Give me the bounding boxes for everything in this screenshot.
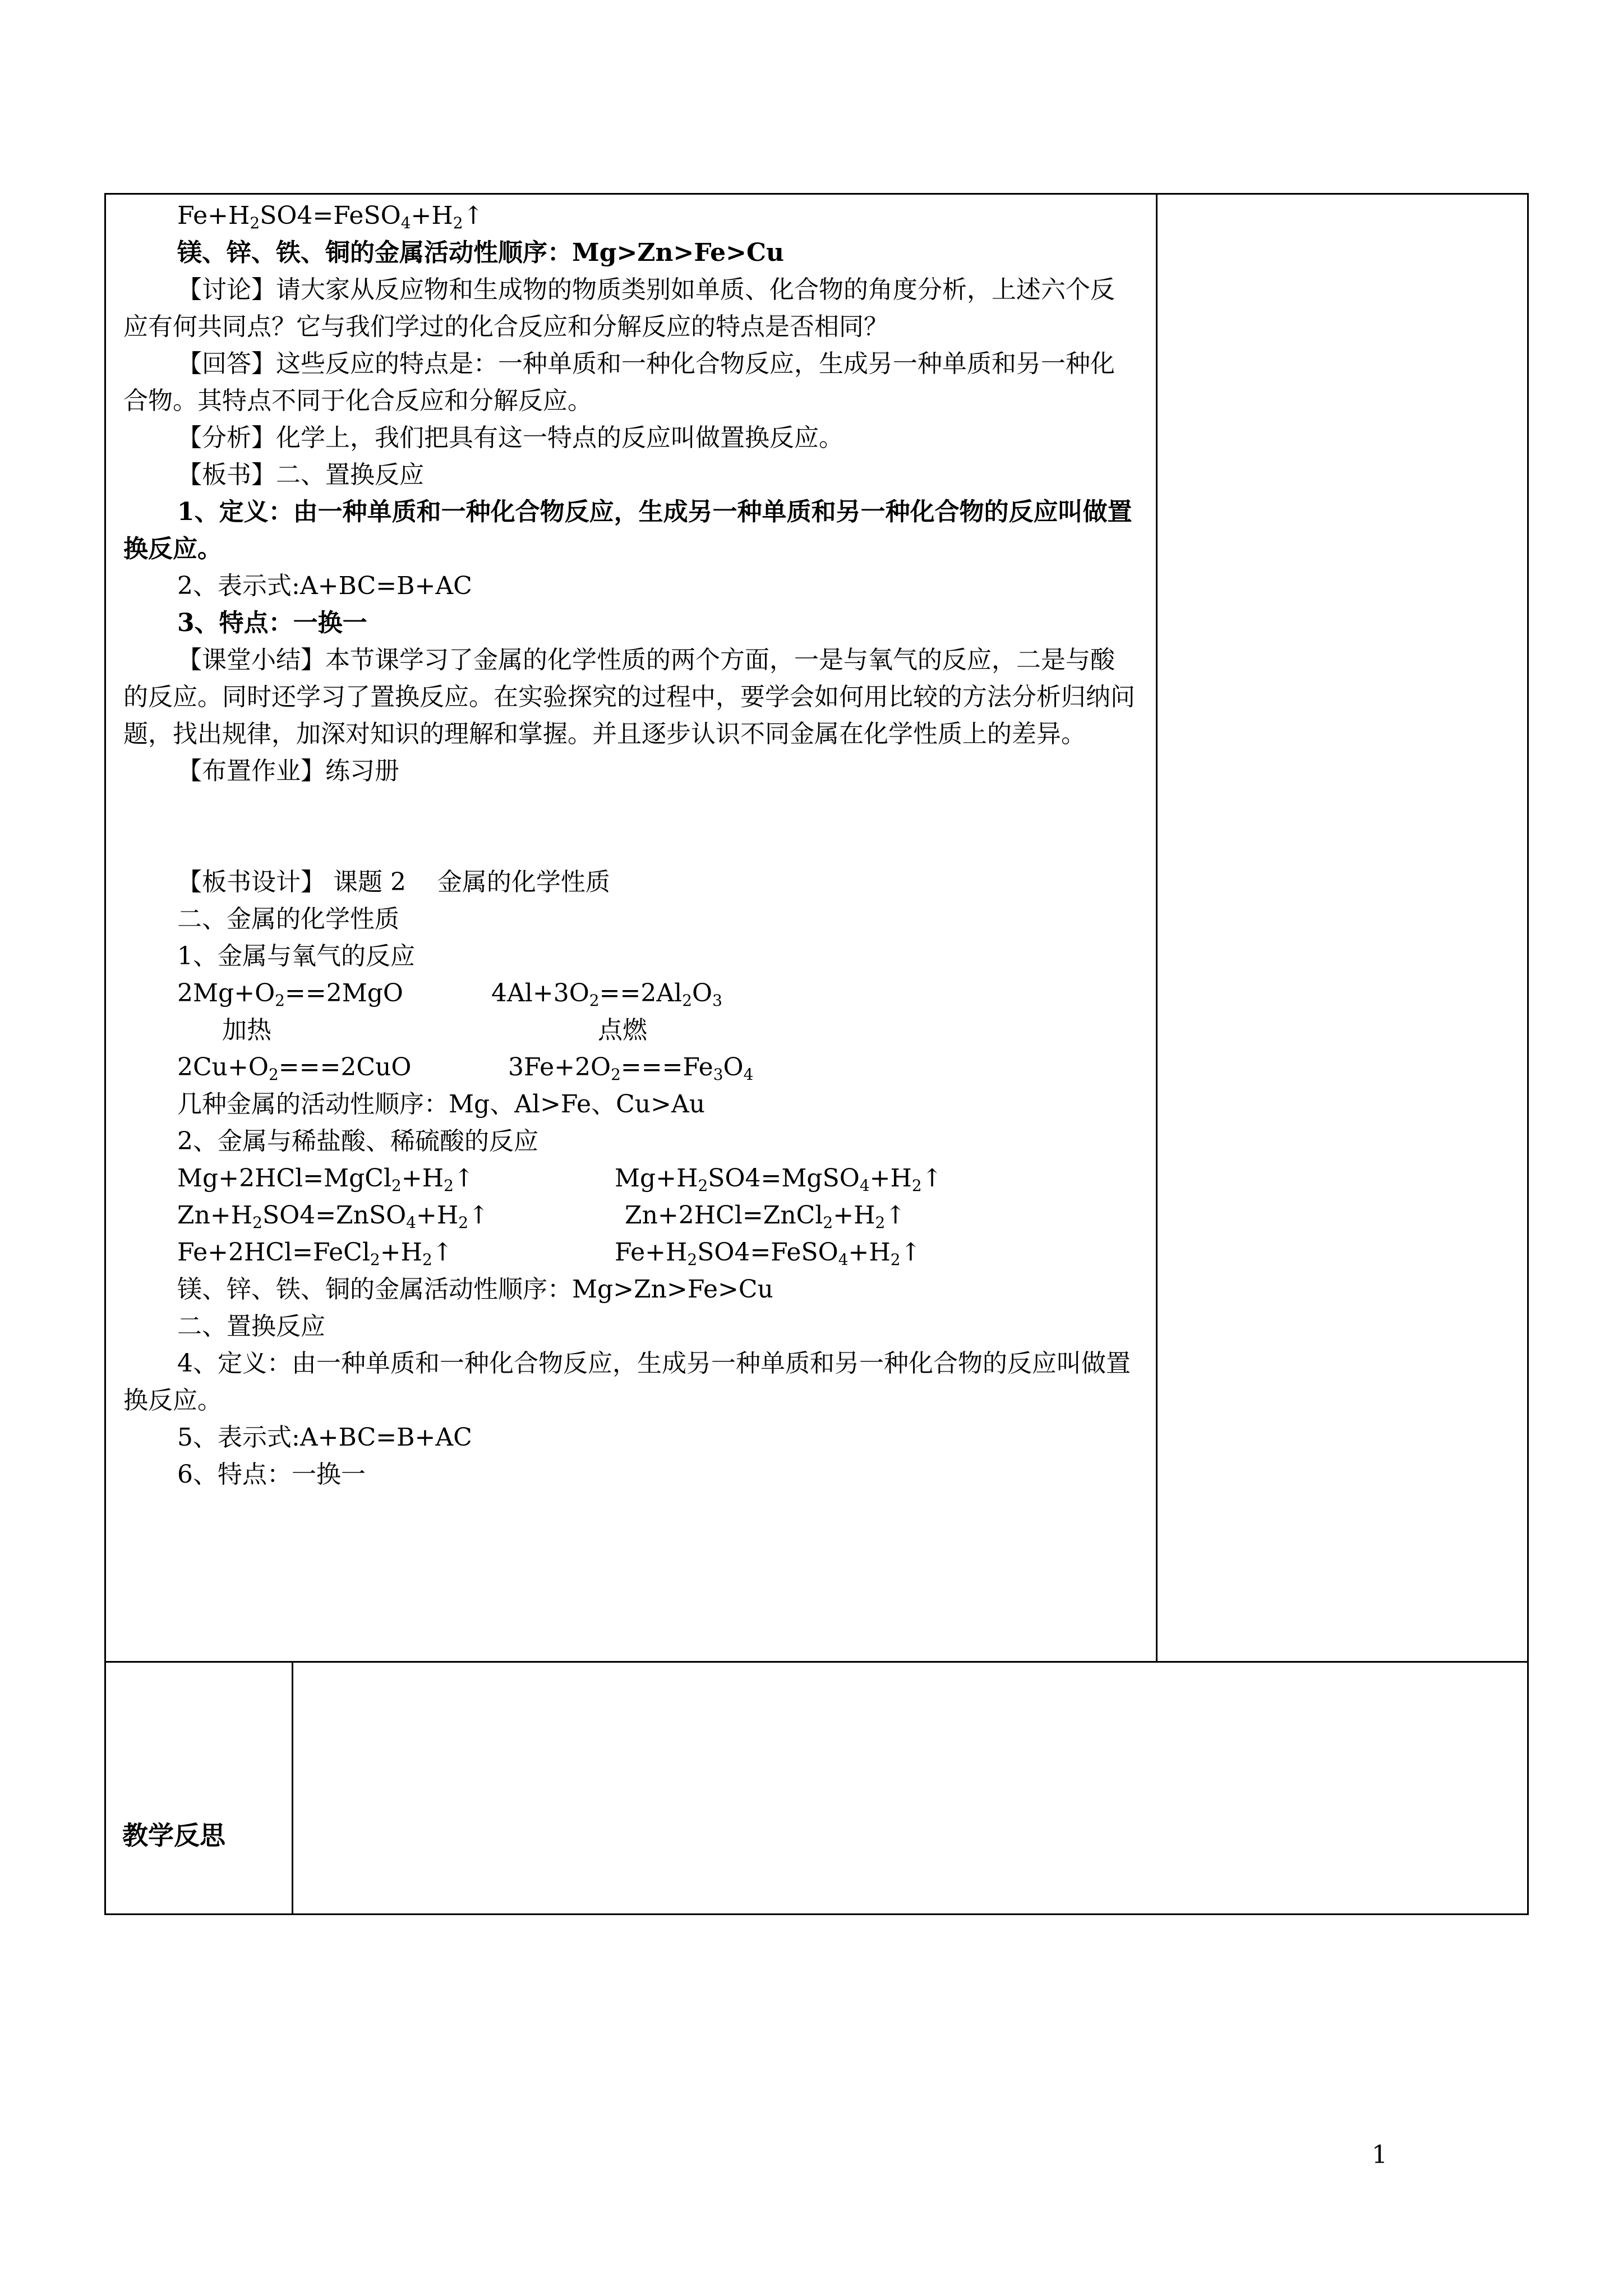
- equation-cu-o2: $2Cu+O_2===2CuO$: [177, 1053, 412, 1084]
- equation-al-o2: $4Al+3O_2==2Al_2O_3$: [491, 979, 722, 1010]
- activity-order-line: 镁、锌、铁、铜的金属活动性顺序：Mg>Zn>Fe>Cu: [177, 238, 785, 267]
- teaching-reflection-label: 教学反思: [122, 1820, 225, 1851]
- homework-line: 【布置作业】练习册: [177, 757, 399, 785]
- equation-zn-hcl: $Zn+2HCl=ZnCl_2+H_2↑$: [625, 1201, 906, 1232]
- summary-paragraph: 【课堂小结】本节课学习了金属的化学性质的两个方面，一是与氧气的反应，二是与酸的反应。同时还学习了置换反应。在实验探究的过程中，要学会如何用比较的方法分析归纳问题，找出规律，加深对知识的理解和掌握。并且逐步认识不同金属在化学性质上的差异。: [123, 646, 1135, 748]
- definition-line: 1、定义：由一种单质和一种化合物反应，生成另一种单质和另一种化合物的反应叫做置换反应。: [123, 498, 1132, 563]
- condition-heat: 加热: [222, 1016, 271, 1045]
- page-number: 1: [1372, 2141, 1387, 2169]
- oxygen-equations-row-1: [123, 975, 1138, 1012]
- equation-fe-o2: $3Fe+2O_2===Fe_3O_4$: [508, 1053, 754, 1084]
- feature-line: 3、特点：一换一: [177, 609, 367, 637]
- board-design-title: 【板书设计】 课题 2 金属的化学性质: [177, 868, 610, 896]
- design-acid-reaction: 2、金属与稀盐酸、稀硫酸的反应: [177, 1127, 538, 1156]
- design-activity-order: 几种金属的活动性顺序：Mg、Al>Fe、Cu>Au: [177, 1090, 706, 1119]
- equation-fe-h2so4-design: $Fe+H_2SO4=FeSO_4+H_2↑$: [615, 1238, 921, 1269]
- design-oxygen-reaction: 1、金属与氧气的反应: [177, 942, 415, 970]
- table-label-column-divider: [292, 1661, 293, 1915]
- answer-paragraph: 【回答】这些反应的特点是：一种单质和一种化合物反应，生成另一种单质和另一种化合物。其特点不同于化合反应和分解反应。: [123, 349, 1115, 415]
- design-section-chemical-properties: 二、金属的化学性质: [177, 905, 399, 933]
- acid-equations-row-3: [123, 1234, 1138, 1271]
- discussion-paragraph: 【讨论】请大家从反应物和生成物的物质类别如单质、化合物的角度分析，上述六个反应有何共同点？它与我们学过的化合反应和分解反应的特点是否相同？: [123, 275, 1115, 341]
- lesson-content: [123, 197, 1138, 1493]
- design-replacement-title: 二、置换反应: [177, 1312, 325, 1341]
- table-row-divider: [104, 1661, 1529, 1663]
- equation-fe-hcl: $Fe+2HCl=FeCl_2+H_2↑$: [177, 1238, 453, 1269]
- board-title: 【板书】二、置换反应: [177, 461, 424, 489]
- acid-equations-row-1: [123, 1160, 1138, 1197]
- design-activity-metals: 镁、锌、铁、铜的金属活动性顺序：Mg>Zn>Fe>Cu: [177, 1275, 773, 1304]
- expression-line: 2、表示式:A+BC=B+AC: [177, 572, 472, 600]
- design-feature: 6、特点：一换一: [177, 1460, 366, 1489]
- equation-fe-h2so4: $Fe+H_2SO4=FeSO_4+H_2↑$: [177, 201, 484, 232]
- equation-mg-h2so4: $Mg+H_2SO4=MgSO_4+H_2↑$: [615, 1164, 943, 1195]
- design-definition: 4、定义：由一种单质和一种化合物反应，生成另一种单质和另一种化合物的反应叫做置换反应。: [123, 1349, 1131, 1415]
- equation-zn-h2so4: $Zn+H_2SO4=ZnSO_4+H_2↑$: [177, 1201, 489, 1232]
- analysis-line: 【分析】化学上，我们把具有这一特点的反应叫做置换反应。: [177, 424, 843, 452]
- condition-ignite: 点燃: [598, 1016, 647, 1045]
- equation-mg-hcl: $Mg+2HCl=MgCl_2+H_2↑$: [177, 1164, 474, 1195]
- acid-equations-row-2: [123, 1197, 1138, 1234]
- oxygen-equations-row-2: [123, 1049, 1138, 1086]
- table-right-column-divider: [1156, 193, 1158, 1662]
- equation-mg-o2: $2Mg+O_2==2MgO$: [177, 979, 404, 1010]
- design-expression: 5、表示式:A+BC=B+AC: [177, 1423, 472, 1452]
- reaction-conditions-row: [123, 1012, 1138, 1049]
